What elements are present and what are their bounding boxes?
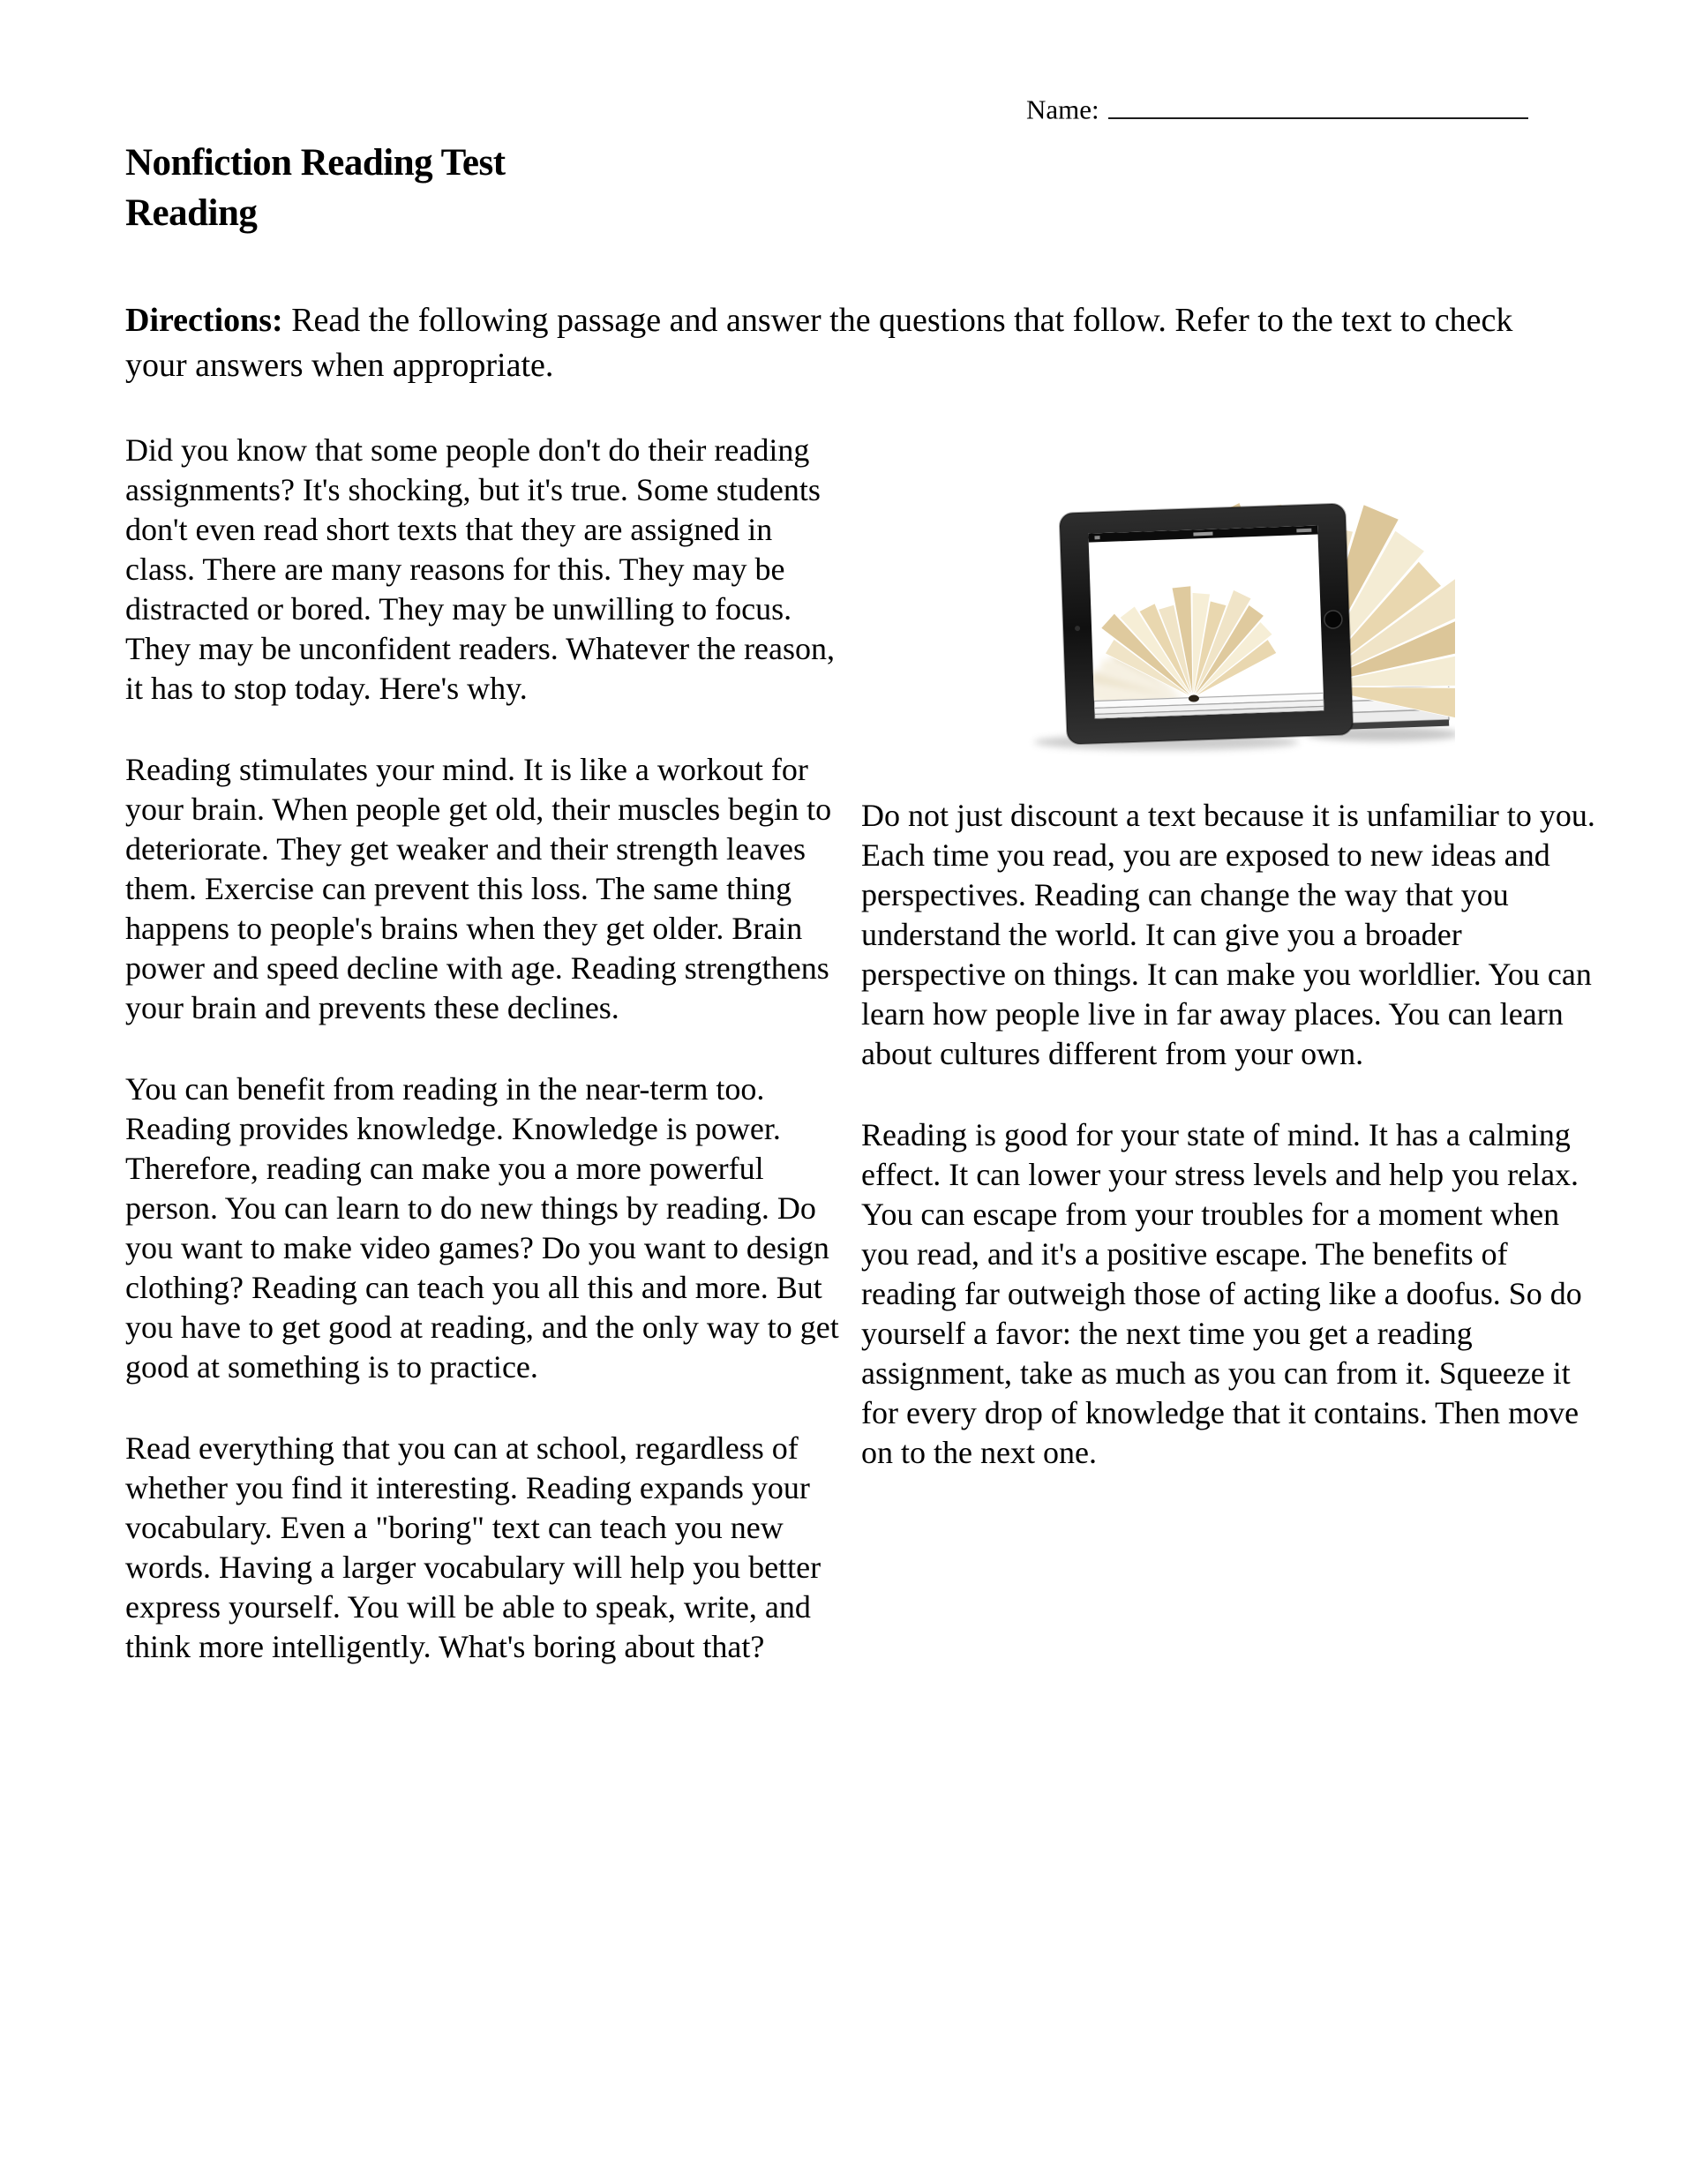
name-label: Name: bbox=[1026, 94, 1099, 125]
name-field-row bbox=[1026, 91, 1528, 126]
title-line-2: Reading bbox=[125, 192, 258, 234]
passage-paragraph: Reading stimulates your mind. It is like a workout for your brain. When people get old, their muscles begin to deteriorate. They get weaker and their strength leaves them. Exercise can prevent this loss. The same thing happens to people's brains when they get older. Brain power and speed decline with age. Reading strengthens your brain and prevents these declines. bbox=[125, 752, 832, 1025]
passage-right-column bbox=[861, 431, 1597, 1708]
passage-paragraph: You can benefit from reading in the near-term too. Reading provides knowledge. Knowledge is power. Therefore, reading can make you a more powerful person. You can learn to do new things by reading. Do you want to make video games? Do you want to design clothing? Reading can teach you all this and more. But you have to get good at reading, and the only way to get good at something is to practice. bbox=[125, 1071, 839, 1385]
name-blank-line bbox=[1108, 91, 1528, 119]
directions bbox=[125, 298, 1550, 388]
passage-left-column bbox=[125, 431, 847, 1708]
directions-text: Read the following passage and answer the questions that follow. Refer to the text to check your answers when appropriate. bbox=[125, 302, 1513, 384]
tablet-and-book-photo bbox=[1003, 477, 1455, 757]
passage bbox=[125, 431, 1597, 1708]
page-title bbox=[125, 138, 506, 238]
tablet-illustration bbox=[1060, 503, 1354, 744]
directions-label: Directions: bbox=[125, 302, 283, 339]
passage-paragraph: Reading is good for your state of mind. It has a calming effect. It can lower your stress levels and help you relax. You can escape from your troubles for a moment when you read, and it's a positive escape. The benefits of reading far outweigh those of acting like a doofus. So do yourself a favor: the next time you get a reading assignment, take as much as you can from it. Squeeze it for every drop of knowledge that it contains. Then move on to the next one. bbox=[861, 1117, 1582, 1470]
home-button-icon bbox=[1324, 611, 1343, 629]
passage-paragraph: Do not just discount a text because it is unfamiliar to you. Each time you read, you are exposed to new ideas and perspectives. Reading can change the way that you understand the world. It can give you a broader perspective on things. It can make you worldlier. You can learn how people live in far away places. You can learn about cultures different from your own. bbox=[861, 798, 1595, 1071]
passage-paragraph: Read everything that you can at school, regardless of whether you find it interesting. Reading expands your vocabulary. Even a "boring" text can teach you new words. Having a larger vocabulary will help you better express yourself. You will be able to speak, write, and think more intelligently. What's boring about that? bbox=[125, 1430, 821, 1664]
title-line-1: Nonfiction Reading Test bbox=[125, 142, 506, 184]
passage-paragraph: Did you know that some people don't do their reading assignments? It's shocking, but it's true. Some students don't even read short texts that they are assigned in class. There are many reasons for this. They may be distracted or bored. They may be unwilling to focus. They may be unconfident readers. Whatever the reason, it has to stop today. Here's why. bbox=[125, 432, 835, 706]
